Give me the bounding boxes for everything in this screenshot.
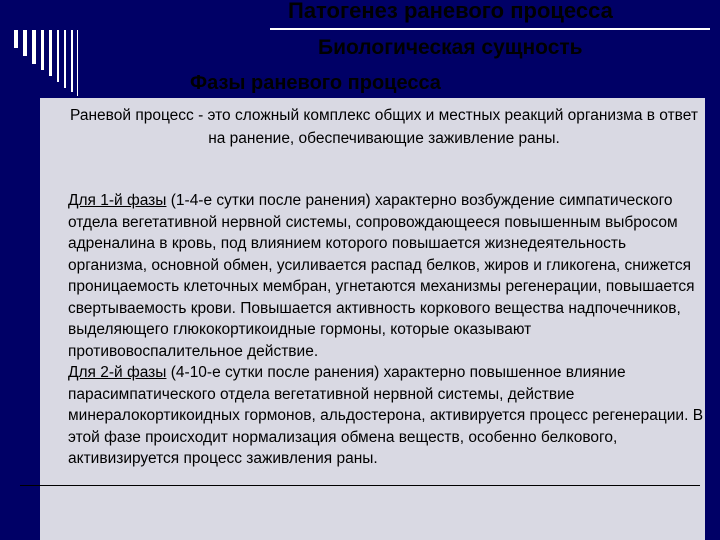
- decor-bar: [14, 30, 18, 48]
- phase1-text: (1-4-е сутки после ранения) характерно возбуждение симпатического отдела вегетативной нервной системы, сопровождающееся повышенным выбросом адреналина в кровь, под влиянием которого повышается жизнедеятельность организма, основной обмен, усиливается распад белков, жиров и гликогена, снижется проницаемость клеточных мембран, угнетаются механизмы регенерации, повышается свертываемость крови. Повышается активность коркового вещества надпочечников, выделяющего глюкокортикоидные гормоны, которые оказывают противовоспалительное действие.: [68, 192, 695, 360]
- phases-text: [68, 190, 706, 470]
- decor-bar: [49, 30, 52, 76]
- decor-bar: [77, 30, 78, 96]
- decor-bar: [64, 30, 66, 88]
- decor-bar: [71, 30, 73, 92]
- decor-bar: [41, 30, 44, 70]
- decor-bar: [32, 30, 36, 64]
- title-divider: [270, 28, 710, 30]
- decor-bar: [57, 30, 59, 82]
- slide-title: Патогенез раневого процесса: [288, 0, 613, 23]
- decor-bar: [23, 30, 27, 56]
- intro-paragraph: Раневой процесс - это сложный комплекс общих и местных реакций организма в ответ на ранение, обеспечивающие заживление раны.: [70, 107, 698, 147]
- phase2-text: (4-10-е сутки после ранения) характерно повышенное влияние парасимпатического отдела вегетативной нервной системы, действие минералокортикоидных гормонов, альдостерона, активируется процесс регенерации. В этой фазе происходит нормализация обмена веществ, особенно белкового, активизируется процесс заживления раны.: [68, 364, 704, 467]
- slide-subtitle: Биологическая сущность: [318, 36, 583, 59]
- footer-divider: [20, 485, 700, 486]
- phase2-label: Для 2-й фазы: [68, 364, 167, 381]
- phase1-label: Для 1-й фазы: [68, 192, 167, 209]
- section-title: Фазы раневого процесса: [190, 72, 441, 94]
